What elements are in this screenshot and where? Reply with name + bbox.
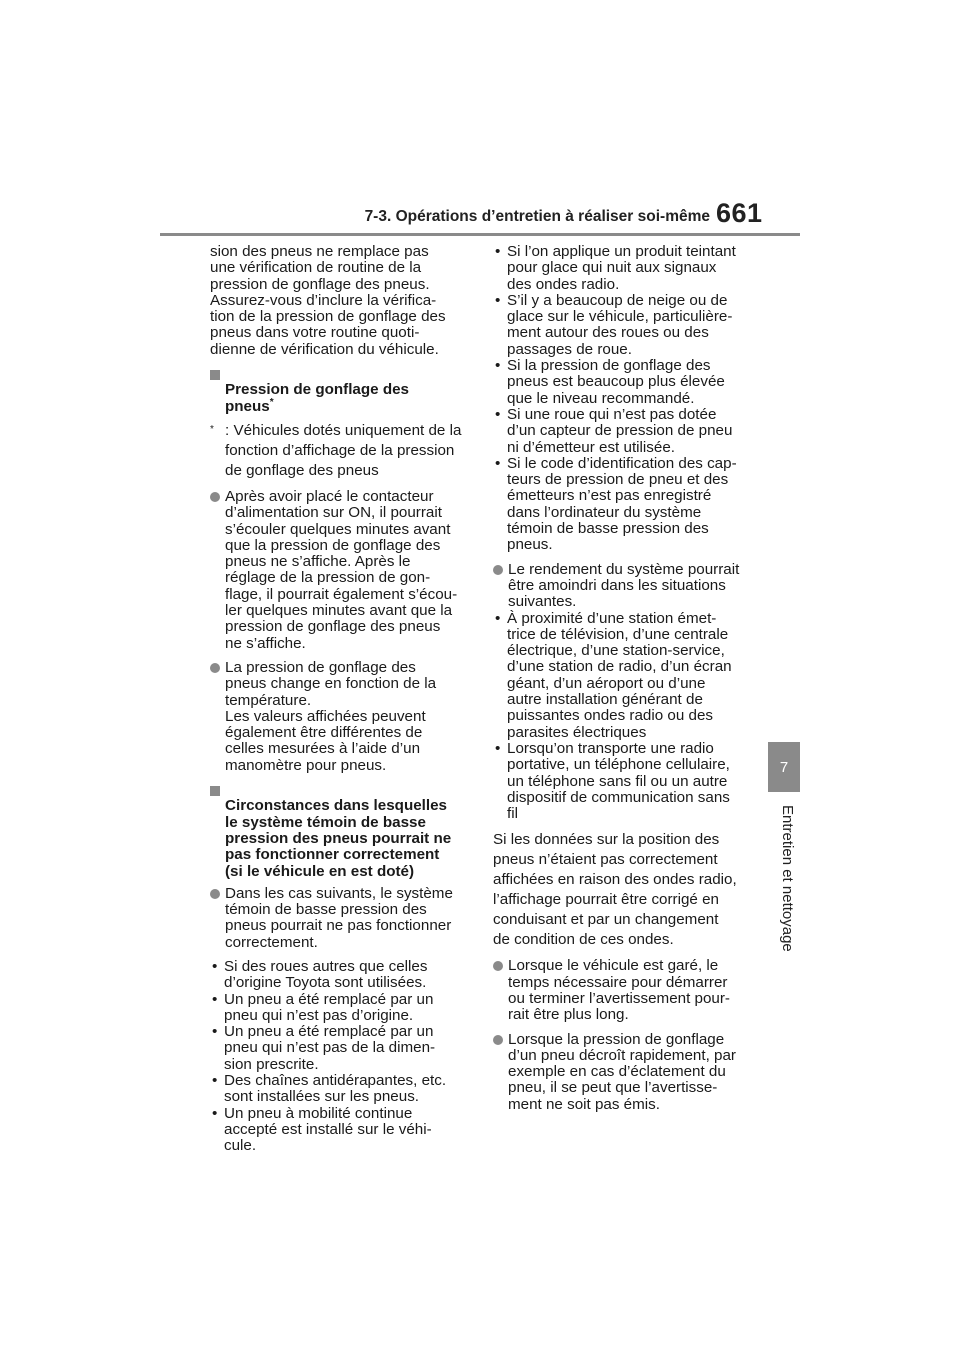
- circle-bullet-icon: [493, 565, 503, 575]
- dot-mark: •: [495, 243, 501, 260]
- dot-mark: •: [212, 1023, 218, 1041]
- list-item-text: Des chaînes antidérapantes, etc. sont installées sur les pneus.: [224, 1072, 447, 1106]
- dot-mark: •: [495, 609, 501, 627]
- bullet-text: Le rendement du système pourrait être amoindri dans les situations suivantes.: [508, 560, 740, 611]
- bullet-item: [210, 660, 472, 774]
- list-item: [493, 741, 753, 822]
- list-item-text: Si la pression de gonflage des pneus est beaucoup plus élevée que le niveau recommandé.: [507, 357, 725, 407]
- list-item-text: Si des roues autres que celles d’origine Toyota sont utilisées.: [224, 957, 428, 992]
- list-item-text: À proximité d’une station émet- trice de télévision, d’une centrale électrique, d’une station-service, d’une station de radio, d’un écran géant, d’un aéroport ou d’une autre installation générant de puissantes ondes radio ou des parasites électriques: [507, 609, 732, 741]
- circle-bullet-icon: [493, 1035, 503, 1045]
- dot-mark: •: [495, 739, 501, 757]
- footnote-text: : Véhicules dotés uniquement de la fonction d’affichage de la pression de gonflage des pneus: [225, 421, 462, 479]
- heading-text: Circonstances dans lesquelles le système témoin de basse pression des pneus pourrait ne pas fonctionner correctement (si le véhicule en est doté): [225, 797, 452, 880]
- circle-bullet-icon: [493, 961, 503, 971]
- heading-text: Pression de gonflage des pneus: [225, 381, 409, 415]
- dot-mark: •: [495, 357, 501, 375]
- dot-mark: •: [495, 291, 501, 309]
- list-item: [493, 611, 753, 741]
- list-item-text: Un pneu a été remplacé par un pneu qui n’est pas d’origine.: [224, 990, 434, 1024]
- bullet-text: La pression de gonflage des pneus change en fonction de la température. Les valeurs affichées peuvent également être différentes de celles mesurées à l’aide d’un manomètre pour pneus.: [225, 658, 437, 774]
- page-number: 661: [716, 198, 763, 228]
- bullet-text: Lorsque la pression de gonflage d’un pneu décroît rapidement, par exemple en cas d’éclatement du pneu, il se peut que l’avertisse- ment ne soit pas émis.: [508, 1030, 736, 1113]
- sub-list: [210, 959, 472, 1155]
- left-column: [210, 244, 472, 1155]
- footnote: [210, 421, 472, 481]
- sub-list: [493, 611, 753, 823]
- dot-mark: •: [212, 1072, 218, 1090]
- bullet-text: Dans les cas suivants, le système témoin de basse pression des pneus pourrait ne pas fonctionner correctement.: [225, 884, 453, 951]
- bullet-item: [210, 489, 472, 652]
- list-item: [493, 358, 753, 407]
- dot-mark: •: [212, 957, 218, 975]
- bullet-item: [493, 1032, 753, 1113]
- list-item: [210, 1073, 472, 1106]
- list-item: [493, 244, 753, 293]
- circle-bullet-icon: [210, 889, 220, 899]
- list-item: [210, 1106, 472, 1155]
- circle-bullet-icon: [210, 492, 220, 502]
- bullet-item: [210, 886, 472, 951]
- bullet-text: Après avoir placé le contacteur d’alimentation sur ON, il pourrait s’écouler quelques minutes avant que la pression de gonflage des pneus ne s’affiche. Après le réglage de la pression de gon- flage, il pourrait également s’écou- ler quelques minutes avant que la pression de gonflage des pneus ne s’affiche.: [225, 487, 458, 652]
- footnote-marker: *: [269, 396, 274, 408]
- bullet-text: Lorsque le véhicule est garé, le temps nécessaire pour démarrer ou terminer l’avertissement pour- rait être plus long.: [508, 957, 730, 1024]
- square-bullet-icon: [210, 370, 220, 380]
- right-column: [493, 244, 753, 1121]
- note-paragraph: Si les données sur la position des pneus n’étaient pas correctement affichées en raison des ondes radio, l’affichage pourrait être corrigé en conduisant et par un changement de condition de ces ondes.: [493, 831, 737, 949]
- sub-list: [493, 244, 753, 554]
- dot-mark: •: [212, 990, 218, 1008]
- list-item-text: Si une roue qui n’est pas dotée d’un capteur de pression de pneu ni d’émetteur est utilisée.: [507, 405, 733, 456]
- list-item-text: Si l’on applique un produit teintant pour glace qui nuit aux signaux des ondes radio.: [507, 243, 736, 293]
- section-title: 7-3. Opérations d’entretien à réaliser soi-même: [364, 208, 710, 225]
- intro-paragraph: sion des pneus ne remplace pas une vérification de routine de la pression de gonflage des pneus. Assurez-vous d’inclure la vérifica- tion de la pression de gonflage des pneus dans votre routine quoti- dienne de vérification du véhicule.: [210, 243, 446, 358]
- list-item: [493, 407, 753, 456]
- list-item-text: Si le code d’identification des cap- teurs de pression de pneu et des émetteurs n’est pas enregistré dans l’ordinateur du système témoin de basse pression des pneus.: [507, 454, 737, 554]
- list-item-text: Un pneu à mobilité continue accepté est installé sur le véhi- cule.: [224, 1104, 432, 1155]
- footnote-star: *: [210, 423, 214, 435]
- bullet-item: [493, 958, 753, 1023]
- list-item-text: Un pneu a été remplacé par un pneu qui n’est pas de la dimen- sion prescrite.: [224, 1023, 436, 1073]
- dot-mark: •: [495, 454, 501, 472]
- dot-mark: •: [212, 1104, 218, 1122]
- list-item-text: S’il y a beaucoup de neige ou de glace sur le véhicule, particulière- ment autour des roues ou des passages de roue.: [507, 291, 733, 358]
- square-bullet-icon: [210, 786, 220, 796]
- list-item: [493, 456, 753, 554]
- bullet-item: [493, 562, 753, 611]
- chapter-tab-number: 7: [768, 742, 800, 792]
- heading-tire-pressure: [210, 366, 472, 415]
- list-item: [210, 992, 472, 1025]
- list-item: [493, 293, 753, 358]
- circle-bullet-icon: [210, 663, 220, 673]
- list-item: [210, 959, 472, 992]
- header-divider: [160, 233, 800, 236]
- list-item-text: Lorsqu’on transporte une radio portative, un téléphone cellulaire, un téléphone sans fil ou un autre dispositif de communication sans fil: [507, 739, 730, 823]
- chapter-tab-label: Entretien et nettoyage: [779, 805, 796, 952]
- heading-malfunction-conditions: [210, 782, 472, 880]
- dot-mark: •: [495, 405, 501, 423]
- list-item: [210, 1024, 472, 1073]
